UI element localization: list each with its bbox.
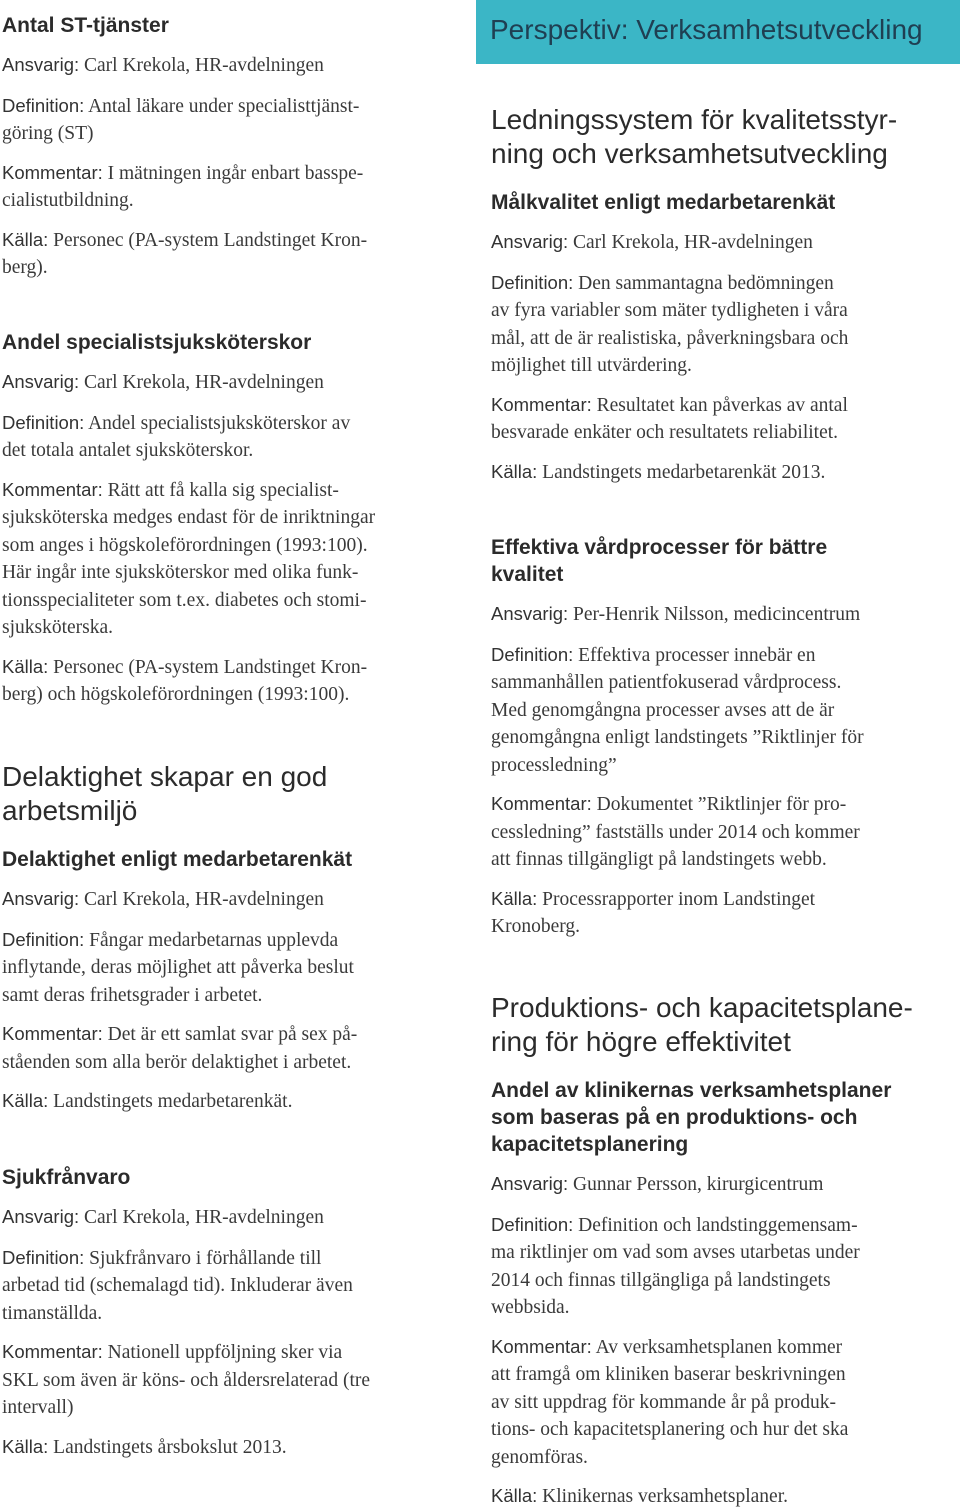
klinik-kalla: Källa: Klinikernas verksamhetsplaner. [491,1485,789,1507]
section-produktion-title: Produktions- och kapacitetsplane- ring för högre effektivitet [491,992,913,1057]
st-kommentar: Kommentar: I mätningen ingår enbart basspe- cialistutbildning. [2,161,364,211]
vardprocesser-kommentar: Kommentar: Dokumentet ”Riktlinjer för pro- cessledning” fastställs under 2014 och kommer att finnas tillgängligt på landstingets webb. [491,793,860,870]
section-ledningssystem-title: Ledningssystem för kvalitetsstyr- ning och verksamhetsutveckling [491,104,898,169]
specialist-heading: Andel specialistsjuksköterskor [2,331,312,354]
delaktighet-definition: Definition: Fångar medarbetarnas upplevda inflytande, deras möjlighet att påverka beslut samt deras frihetsgrader i arbetet. [2,928,354,1006]
sjukfranvaro-heading: Sjukfrånvaro [2,1166,131,1189]
klinik-ansvarig: Ansvarig: Gunnar Persson, kirurgicentrum [491,1173,824,1195]
vardprocesser-ansvarig: Ansvarig: Per-Henrik Nilsson, medicincentrum [491,603,861,625]
delaktighet-ansvarig: Ansvarig: Carl Krekola, HR-avdelningen [2,888,324,910]
banner-title: Perspektiv: Verksamhetsutveckling [490,14,923,45]
delaktighet-kalla: Källa: Landstingets medarbetarenkät. [2,1090,293,1112]
section-klinik [491,1077,951,1511]
section-vardprocesser [491,534,951,941]
sjukfranvaro-definition: Definition: Sjukfrånvaro i förhållande till arbetad tid (schemalagd tid). Inkluderar även timanställda. [2,1246,353,1324]
section-specialist [2,329,454,709]
specialist-definition: Definition: Andel specialistsjuksköterskor av det totala antalet sjuksköterskor. [2,411,351,461]
specialist-kalla: Källa: Personec (PA-system Landstinget Kron- berg) och högskoleförordningen (1993:100). [2,655,368,705]
malkvalitet-ansvarig: Ansvarig: Carl Krekola, HR-avdelningen [491,231,813,253]
sjukfranvaro-kommentar: Kommentar: Nationell uppföljning sker via SKL som även är köns- och åldersrelaterad (tre intervall) [2,1341,371,1418]
vardprocesser-definition: Definition: Effektiva processer innebär en sammanhållen patientfokuserad vårdprocess. Med genomgångna processer avses att de är genomgångna enligt landstingets ”Riktlinjer för processledning” [491,643,864,776]
sjukfranvaro-kalla: Källa: Landstingets årsbokslut 2013. [2,1435,287,1458]
st-heading: Antal ST-tjänster [2,14,169,37]
malkvalitet-definition: Definition: Den sammantagna bedömningen av fyra variabler som mäter tydligheten i våra mål, att de är realistiska, påverkningsbara och möjlighet till utvärdering. [491,271,849,376]
specialist-kommentar: Kommentar: Rätt att få kalla sig specialist- sjuksköterska medges endast för de inriktningar som anges i högskoleförordningen (1993:100). Här ingår inte sjuksköterskor med olika funk- tionsspecialiteter som t.ex. diabetes och stomi- sjuksköterska. [2,478,376,638]
delaktighet-heading: Delaktighet enligt medarbetarenkät [2,848,353,871]
st-kalla: Källa: Personec (PA-system Landstinget Kron- berg). [2,228,368,278]
malkvalitet-heading: Målkvalitet enligt medarbetarenkät [491,191,836,214]
section-st [2,12,454,282]
sjukfranvaro-ansvarig: Ansvarig: Carl Krekola, HR-avdelningen [2,1206,324,1228]
perspective-banner [476,0,960,64]
vardprocesser-heading: Effektiva vårdprocesser för bättre kvalitet [491,536,828,586]
klinik-kommentar: Kommentar: Av verksamhetsplanen kommer att framgå om kliniken baserar beskrivningen av sitt uppdrag för kommande år på produk- tions- och kapacitetsplanering och hur det ska genomföras. [491,1335,849,1468]
st-definition: Definition: Antal läkare under specialisttjänst- göring (ST) [2,94,360,144]
section-delaktighet-title: Delaktighet skapar en god arbetsmiljö [2,761,328,826]
specialist-ansvarig: Ansvarig: Carl Krekola, HR-avdelningen [2,371,324,393]
st-ansvarig: Ansvarig: Carl Krekola, HR-avdelningen [2,54,324,76]
delaktighet-kommentar: Kommentar: Det är ett samlat svar på sex på- ståenden som alla berör delaktighet i arbetet. [2,1023,358,1073]
klinik-heading: Andel av klinikernas verksamhetsplaner som baseras på en produktions- och kapacitetsplanering [491,1079,892,1156]
section-malkvalitet [491,189,951,486]
section-delaktighet [2,846,454,1116]
malkvalitet-kalla: Källa: Landstingets medarbetarenkät 2013. [491,460,826,483]
section-sjukfranvaro [2,1164,454,1461]
malkvalitet-kommentar: Kommentar: Resultatet kan påverkas av antal besvarade enkäter och resultatets reliabilitet. [491,393,848,443]
klinik-definition: Definition: Definition och landstinggemensam- ma riktlinjer om vad som avses utarbetas under 2014 och finnas tillgängliga på landstingets webbsida. [491,1213,860,1318]
vardprocesser-kalla: Källa: Processrapporter inom Landstinget Kronoberg. [491,887,816,937]
